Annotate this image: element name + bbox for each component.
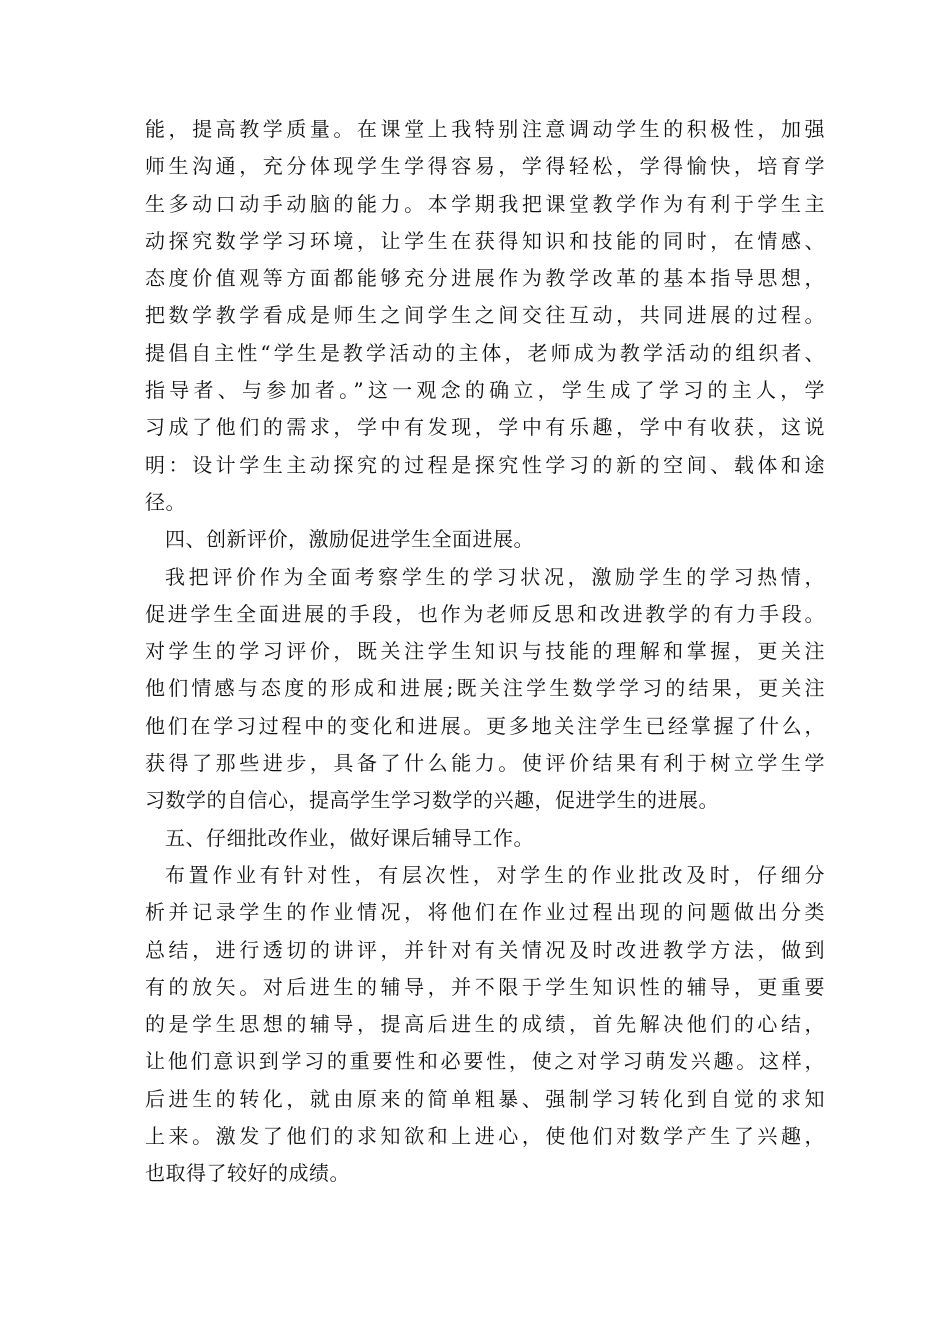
- text-line: 析并记录学生的作业情况，将他们在作业过程出现的问题做出分类: [145, 900, 825, 925]
- text-line: 他们情感与态度的形成和进展;既关注学生数学学习的结果，更关注: [145, 676, 825, 701]
- text-line: 上来。激发了他们的求知欲和上进心，使他们对数学产生了兴趣，: [145, 1124, 825, 1149]
- text-line: 我把评价作为全面考察学生的学习状况，激励学生的学习热情，: [165, 564, 825, 589]
- text-line: 让他们意识到学习的重要性和必要性，使之对学习萌发兴趣。这样，: [145, 1049, 825, 1074]
- text-line: 径。: [145, 489, 186, 514]
- text-line: 促进学生全面进展的手段，也作为老师反思和改进教学的有力手段。: [145, 601, 825, 626]
- text-line: 后进生的转化，就由原来的简单粗暴、强制学习转化到自觉的求知: [145, 1086, 825, 1111]
- text-line: 生多动口动手动脑的能力。本学期我把课堂教学作为有利于学生主: [145, 191, 825, 216]
- body-text: [145, 111, 825, 1193]
- text-line: 习数学的自信心，提高学生学习数学的兴趣，促进学生的进展。: [145, 788, 719, 813]
- text-line: 指导者、与参加者。”这一观念的确立，学生成了学习的主人，学: [145, 378, 825, 403]
- text-line: 布置作业有针对性，有层次性，对学生的作业批改及时，仔细分: [165, 862, 825, 887]
- section-heading: 五、仔细批改作业，做好课后辅导工作。: [165, 825, 534, 850]
- text-line: 态度价值观等方面都能够充分进展作为教学改革的基本指导思想，: [145, 266, 825, 291]
- text-line: 的是学生思想的辅导，提高后进生的成绩，首先解决他们的心结，: [145, 1012, 825, 1037]
- text-line: 他们在学习过程中的变化和进展。更多地关注学生已经掌握了什么，: [145, 713, 825, 738]
- text-line: 也取得了较好的成绩。: [145, 1161, 350, 1186]
- text-line: 动探究数学学习环境，让学生在获得知识和技能的同时，在情感、: [145, 228, 825, 253]
- text-line: 师生沟通，充分体现学生学得容易，学得轻松，学得愉快，培育学: [145, 154, 825, 179]
- text-line: 有的放矢。对后进生的辅导，并不限于学生知识性的辅导，更重要: [145, 974, 825, 999]
- text-line: 习成了他们的需求，学中有发现，学中有乐趣，学中有收获，这说: [145, 415, 825, 440]
- text-line: 把数学教学看成是师生之间学生之间交往互动，共同进展的过程。: [145, 303, 825, 328]
- text-line: 对学生的学习评价，既关注学生知识与技能的理解和掌握，更关注: [145, 639, 825, 664]
- text-line: 能，提高教学质量。在课堂上我特别注意调动学生的积极性，加强: [145, 117, 825, 141]
- text-line: 提倡自主性“学生是教学活动的主体，老师成为教学活动的组织者、: [145, 340, 825, 365]
- text-line: 总结，进行透切的讲评，并针对有关情况及时改进教学方法，做到: [145, 937, 825, 962]
- text-line: 获得了那些进步，具备了什么能力。使评价结果有利于树立学生学: [145, 751, 825, 776]
- text-line: 明：设计学生主动探究的过程是探究性学习的新的空间、载体和途: [145, 452, 825, 477]
- section-heading: 四、创新评价，激励促进学生全面进展。: [165, 527, 534, 552]
